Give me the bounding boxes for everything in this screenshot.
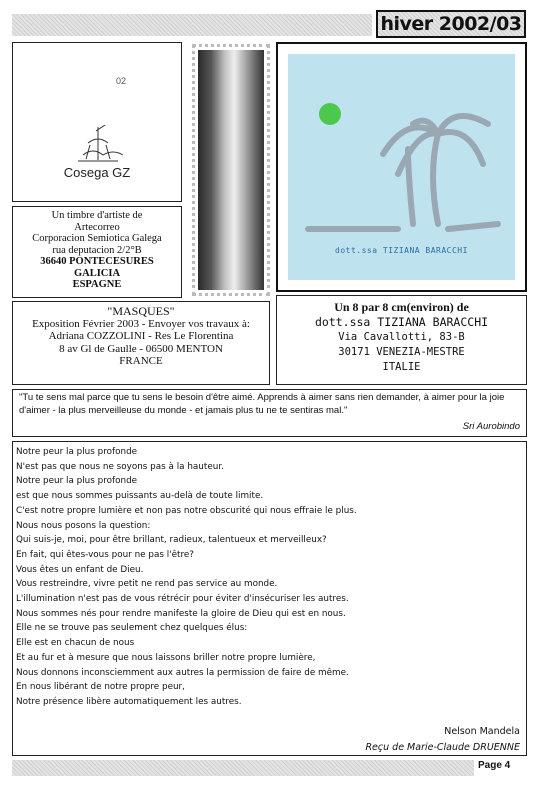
quote-text: "Tu te sens mal parce que tu sens le besoin d'être aimé. Apprends à aimer sans rien demander, à aimer pour la joie d'aimer - la plus merveilleuse du monde - et jamais plus tu ne te sentiras mal." (19, 392, 505, 416)
poem-line: Vous restreindre, vivre petit ne rend pas service au monde. (16, 579, 278, 590)
artwork-image (276, 42, 527, 292)
sun-circle (319, 103, 341, 125)
poem-author: Nelson Mandela (444, 726, 520, 737)
artist-stamp-image (12, 42, 182, 202)
poem-line: Nous nous posons la question: (16, 520, 151, 531)
masques-line: Exposition Février 2003 - Envoyer vos travaux à: (32, 317, 250, 330)
address-country: ITALIE (382, 361, 421, 373)
stamp-caption: Cosega GZ (63, 165, 131, 180)
masques-announcement (12, 301, 270, 385)
masques-line: Adriana COZZOLINI - Res Le Florentina (48, 330, 234, 342)
poem-line: Et au fur et à mesure que nous laissons briller notre propre lumière, (16, 652, 316, 663)
don-quixote-drawing (68, 125, 128, 165)
info-region: GALICIA (73, 267, 121, 279)
poem-line: N'est pas que nous ne soyons pas à la hauteur. (16, 461, 224, 472)
info-country: ESPAGNE (72, 279, 122, 290)
page-number: Page 4 (478, 760, 511, 771)
artwork-size: Un 8 par 8 cm(environ) de (334, 300, 469, 314)
address-street: Via Cavallotti, 83-B (338, 331, 465, 343)
poem-received: Reçu de Marie-Claude DRUENNE (365, 742, 520, 753)
poem-line: En fait, qui êtes-vous pour ne pas l'être? (16, 549, 194, 560)
poem-line: Elle ne se trouve pas seulement chez quelques élus: (16, 623, 248, 634)
poem-line: Notre peur la plus profonde (16, 476, 138, 487)
footer-pattern-bar (12, 760, 474, 776)
poem-line: En nous libérant de notre propre peur, (16, 682, 185, 693)
info-line: Un timbre d'artiste de (51, 210, 143, 221)
address-city: 30171 VENEZIA-MESTRE (338, 346, 465, 358)
masques-line: 8 av Gl de Gaulle - 06500 MENTON (59, 342, 223, 355)
poem-line: Elle est en chacun de nous (16, 638, 135, 649)
poem-line: Notre présence libère automatiquement les autres. (16, 696, 242, 707)
info-line: rua deputacion 2/2°B (52, 244, 142, 256)
info-line: 36640 PONTECESURES (40, 256, 154, 267)
info-line: Corporacion Semiotica Galega (32, 233, 162, 244)
poem-line: C'est notre propre lumière et non pas notre obscurité qui nous effraie le plus. (16, 505, 357, 516)
artwork-signature: dott.ssa TIZIANA BARACCHI (335, 246, 468, 255)
masques-title: "MASQUES" (107, 304, 175, 318)
quote-box (12, 389, 527, 437)
poem-line: L'illumination n'est pas de vous rétrécir pour éviter d'insécuriser les autres. (16, 594, 349, 605)
poem-line: Nous sommes nés pour rendre manifeste la gloire de Dieu qui est en nous. (16, 608, 346, 619)
artist-name: dott.ssa TIZIANA BARACCHI (314, 315, 489, 329)
info-line: Artecorreo (74, 221, 120, 233)
poem-line: Notre peur la plus profonde (16, 447, 138, 457)
stamp-number: 02 (116, 76, 127, 86)
masques-line: FRANCE (119, 355, 163, 367)
poem-line: Qui suis-je, moi, pour être brillant, radieux, talentueux et merveilleux? (16, 535, 327, 546)
quote-author: Sri Aurobindo (462, 421, 520, 432)
header-pattern-bar (12, 14, 372, 36)
page-title: hiver 2002/03 (376, 10, 526, 38)
poem-line: est que nous sommes puissants au-delà de toute limite. (16, 491, 264, 502)
statue-stamp-image (192, 44, 270, 296)
poem-line: Nous donnons inconsciemment aux autres la permission de faire de même. (16, 667, 349, 678)
artist-address (276, 295, 527, 385)
artist-stamp-info (12, 206, 182, 298)
poem-line: Vous êtes un enfant de Dieu. (16, 564, 144, 575)
poem-box (12, 441, 527, 756)
